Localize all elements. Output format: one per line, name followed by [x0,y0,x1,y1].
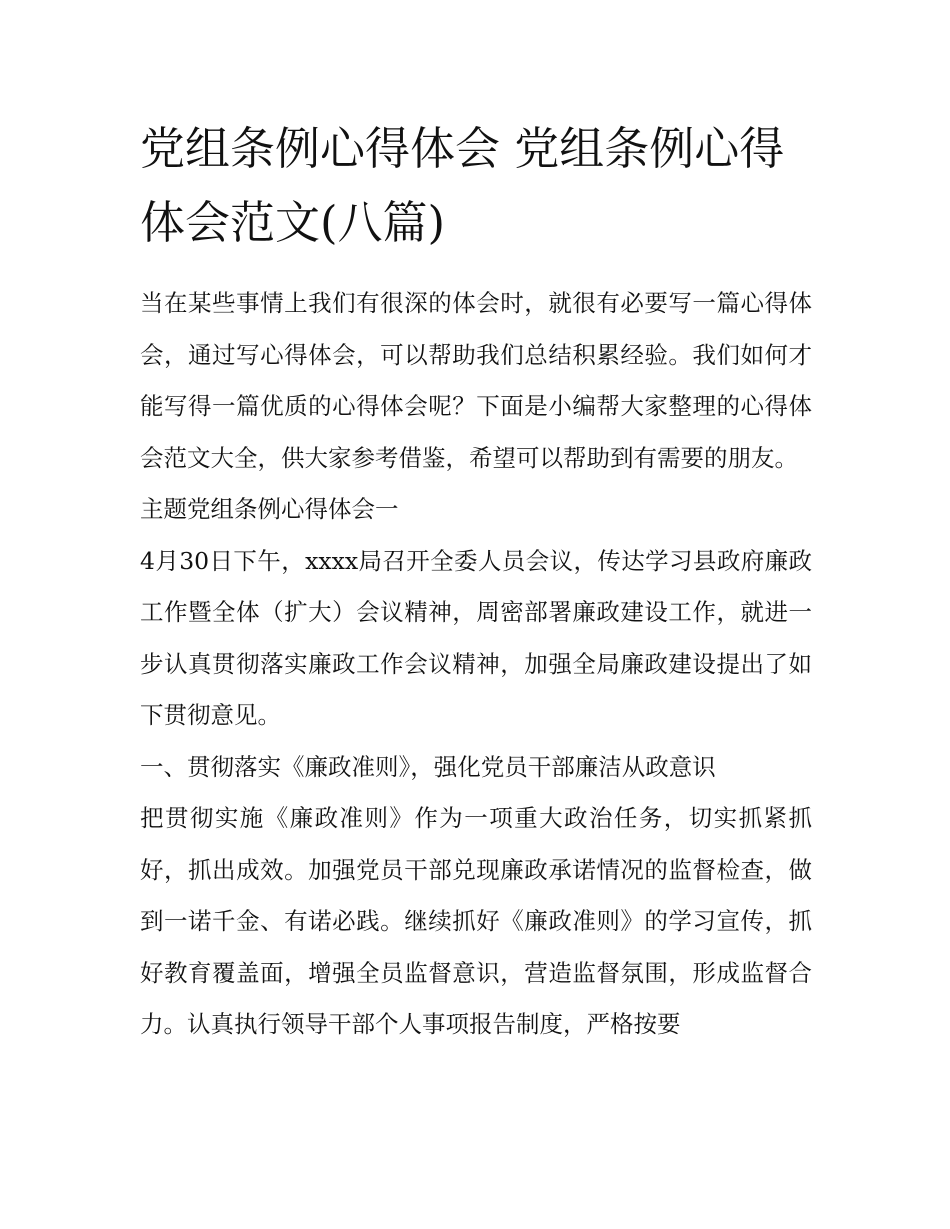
subsection-heading: 一、贯彻落实《廉政准则》，强化党员干部廉洁从政意识 [140,752,716,781]
document-body [140,278,812,1051]
meeting-paragraph: 4月30日下午，xxxx局召开全委人员会议，传达学习县政府廉政工作暨全体（扩大）会议精神，周密部署廉政建设工作，就进一步认真贯彻落实廉政工作会议精神，加强全局廉政建设提出了如下贯彻意见。 [140,546,812,729]
document-title: 党组条例心得体会 党组条例心得体会范文(八篇) [140,122,785,249]
section-heading: 主题党组条例心得体会一 [140,495,399,523]
intro-paragraph: 当在某些事情上我们有很深的体会时，就很有必要写一篇心得体会，通过写心得体会，可以帮助我们总结积累经验。我们如何才能写得一篇优质的心得体会呢？下面是小编帮大家整理的心得体会范文大全，供大家参考借鉴，希望可以帮助到有需要的朋友。 [140,289,812,472]
implementation-paragraph: 把贯彻实施《廉政准则》作为一项重大政治任务，切实抓紧抓好，抓出成效。加强党员干部兑现廉政承诺情况的监督检查，做到一诺千金、有诺必践。继续抓好《廉政准则》的学习宣传，抓好教育覆盖面，增强全员监督意识，营造监督氛围，形成监督合力。认真执行领导干部个人事项报告制度，严格按要 [140,804,812,1038]
